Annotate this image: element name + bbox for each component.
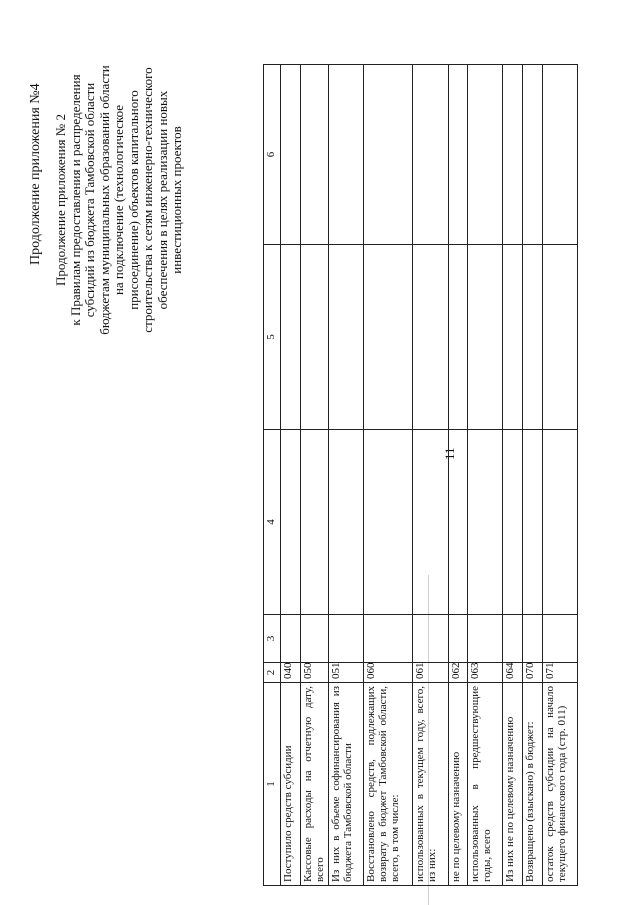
column-header: 6 — [264, 65, 281, 245]
empty-cell — [413, 430, 448, 615]
row-name: Поступило средств субсидии — [281, 683, 301, 886]
empty-cell — [328, 245, 363, 430]
row-code: 062 — [448, 663, 468, 683]
empty-cell — [328, 65, 363, 245]
heading-line: присоединение) объектов капитального — [125, 90, 141, 310]
row-name: использованных в текущем году, всего, из них: — [413, 683, 448, 886]
column-header: 3 — [264, 615, 281, 663]
table-row — [542, 65, 577, 886]
empty-cell — [503, 430, 523, 615]
column-header: 4 — [264, 430, 281, 615]
column-header: 5 — [264, 245, 281, 430]
row-code: 064 — [503, 663, 523, 683]
row-code: 051 — [328, 663, 363, 683]
empty-cell — [448, 65, 468, 245]
table-row — [363, 65, 413, 886]
row-name: Из них в объеме софинансирования из бюджета Тамбовской области — [328, 683, 363, 886]
heading-line: на подключение (технологическое — [111, 104, 126, 296]
empty-cell — [503, 65, 523, 245]
column-header: 1 — [264, 683, 281, 886]
row-code: 050 — [300, 663, 328, 683]
row-name: Из них не по целевому назначению — [503, 683, 523, 886]
heading-line: Продолжение приложения № 2 — [53, 114, 68, 286]
empty-cell — [468, 615, 503, 663]
empty-cell — [523, 430, 543, 615]
page-number: 11 — [442, 447, 457, 460]
empty-cell — [523, 245, 543, 430]
row-code: 040 — [281, 663, 301, 683]
appendix-title: Продолжение приложения №4 — [28, 83, 43, 265]
empty-cell — [448, 430, 468, 615]
empty-cell — [542, 65, 577, 245]
empty-cell — [542, 430, 577, 615]
row-name: Восстановлено средств, подлежащих возврату в бюджет Тамбовской области, всего, в том числе: — [363, 683, 413, 886]
empty-cell — [328, 615, 363, 663]
table-row — [281, 65, 301, 886]
heading-line: обеспечения в целях реализации новых — [154, 90, 170, 310]
empty-cell — [363, 615, 413, 663]
empty-cell — [363, 430, 413, 615]
empty-cell — [468, 65, 503, 245]
row-code: 063 — [468, 663, 503, 683]
empty-cell — [413, 615, 448, 663]
table-row — [413, 65, 448, 886]
empty-cell — [363, 65, 413, 245]
table-row — [328, 65, 363, 886]
empty-cell — [468, 430, 503, 615]
empty-cell — [523, 65, 543, 245]
report-table — [263, 64, 578, 886]
row-code: 071 — [542, 663, 577, 683]
row-code: 061 — [413, 663, 448, 683]
empty-cell — [448, 245, 468, 430]
empty-cell — [448, 615, 468, 663]
heading-line: к Правилам предоставления и распределения — [67, 74, 83, 326]
empty-cell — [300, 430, 328, 615]
empty-cell — [503, 245, 523, 430]
empty-cell — [300, 615, 328, 663]
heading-line: субсидий из бюджета Тамбовской области — [82, 82, 97, 318]
heading-line: строительства к сетям инженерно-технического — [140, 67, 155, 333]
table-row — [503, 65, 523, 886]
row-name: не по целевому назначению — [448, 683, 468, 886]
appendix-heading — [54, 15, 185, 385]
table-row — [468, 65, 503, 886]
empty-cell — [523, 615, 543, 663]
table-header-row — [264, 65, 281, 886]
empty-cell — [300, 65, 328, 245]
empty-cell — [300, 245, 328, 430]
heading-line: инвестиционных проектов — [169, 126, 184, 274]
row-code: 070 — [523, 663, 543, 683]
empty-cell — [542, 615, 577, 663]
empty-cell — [281, 615, 301, 663]
empty-cell — [281, 65, 301, 245]
row-name: Кассовые расходы на отчетную дату, всего — [300, 683, 328, 886]
column-header: 2 — [264, 663, 281, 683]
empty-cell — [363, 245, 413, 430]
heading-line: бюджетам муниципальных образований области — [96, 65, 112, 335]
table-row — [448, 65, 468, 886]
empty-cell — [542, 245, 577, 430]
row-name: остаток средств субсидии на начало текущего финансового года (стр. 011) — [542, 683, 577, 886]
empty-cell — [281, 430, 301, 615]
row-name: Возвращено (взыскано) в бюджет: — [523, 683, 543, 886]
empty-cell — [413, 65, 448, 245]
table-row — [300, 65, 328, 886]
empty-cell — [328, 430, 363, 615]
table-row — [523, 65, 543, 886]
row-name: использованных в предшествующие годы, всего — [468, 683, 503, 886]
empty-cell — [468, 245, 503, 430]
empty-cell — [503, 615, 523, 663]
row-code: 060 — [363, 663, 413, 683]
empty-cell — [281, 245, 301, 430]
empty-cell — [413, 245, 448, 430]
